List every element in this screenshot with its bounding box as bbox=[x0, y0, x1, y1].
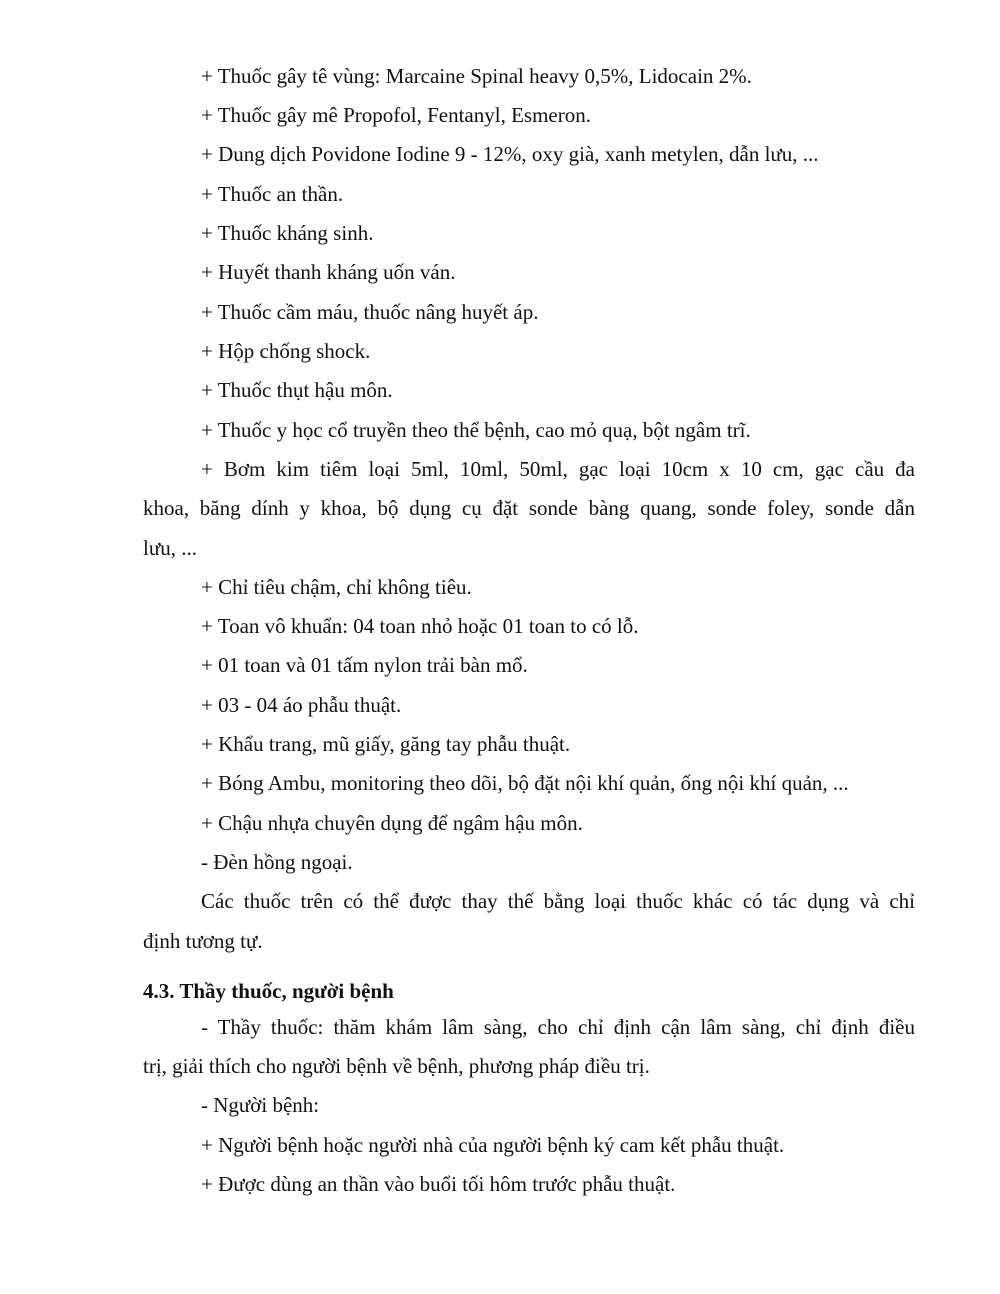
list-item-syringes-line-3: lưu, ... bbox=[143, 536, 197, 560]
paragraph-physician-line-2: trị, giải thích cho người bệnh về bệnh, phương pháp điều trị. bbox=[143, 1054, 650, 1078]
list-item-traditional-medicine: + Thuốc y học cổ truyền theo thể bệnh, cao mỏ quạ, bột ngâm trĩ. bbox=[201, 418, 751, 442]
list-item-general-anesthetic: + Thuốc gây mê Propofol, Fentanyl, Esmeron. bbox=[201, 103, 591, 127]
list-item-antibiotic: + Thuốc kháng sinh. bbox=[201, 221, 374, 245]
list-item-syringes-line-1: + Bơm kim tiêm loại 5ml, 10ml, 50ml, gạc loại 10cm x 10 cm, gạc cầu đa bbox=[201, 457, 915, 481]
list-item-masks-gloves: + Khẩu trang, mũ giấy, găng tay phẫu thuật. bbox=[201, 732, 571, 756]
list-item-ambu-monitoring: + Bóng Ambu, monitoring theo dõi, bộ đặt nội khí quản, ống nội khí quản, ... bbox=[201, 771, 849, 795]
list-item-shock-kit: + Hộp chống shock. bbox=[201, 339, 371, 363]
list-item-sutures: + Chỉ tiêu chậm, chỉ không tiêu. bbox=[201, 575, 472, 599]
paragraph-substitution-line-2: định tương tự. bbox=[143, 929, 263, 953]
list-item-sedative: + Thuốc an thần. bbox=[201, 182, 344, 206]
list-item-syringes-line-2: khoa, băng dính y khoa, bộ dụng cụ đặt sonde bàng quang, sonde foley, sonde dẫn bbox=[143, 496, 915, 520]
list-item-enema: + Thuốc thụt hậu môn. bbox=[201, 378, 393, 402]
list-item-povidone-solution: + Dung dịch Povidone Iodine 9 - 12%, oxy già, xanh metylen, dẫn lưu, ... bbox=[201, 142, 819, 166]
list-item-infrared-lamp: - Đèn hồng ngoại. bbox=[201, 850, 353, 874]
list-item-hemostatic: + Thuốc cầm máu, thuốc nâng huyết áp. bbox=[201, 300, 539, 324]
paragraph-physician-line-1: - Thầy thuốc: thăm khám lâm sàng, cho chỉ định cận lâm sàng, chỉ định điều bbox=[201, 1015, 915, 1039]
paragraph-substitution-line-1: Các thuốc trên có thể được thay thế bằng loại thuốc khác có tác dụng và chỉ bbox=[201, 889, 915, 913]
list-item-table-cover: + 01 toan và 01 tấm nylon trải bàn mổ. bbox=[201, 653, 528, 677]
list-item-soaking-basin: + Chậu nhựa chuyên dụng để ngâm hậu môn. bbox=[201, 811, 583, 835]
list-item-consent: + Người bệnh hoặc người nhà của người bệnh ký cam kết phẫu thuật. bbox=[201, 1133, 785, 1157]
list-item-surgical-gowns: + 03 - 04 áo phẫu thuật. bbox=[201, 693, 402, 717]
section-heading: 4.3. Thầy thuốc, người bệnh bbox=[143, 979, 394, 1003]
list-item-sedation-night: + Được dùng an thần vào buổi tối hôm trước phẫu thuật. bbox=[201, 1172, 676, 1196]
list-item-sterile-drapes: + Toan vô khuẩn: 04 toan nhỏ hoặc 01 toan to có lỗ. bbox=[201, 614, 639, 638]
list-item-tetanus-serum: + Huyết thanh kháng uốn ván. bbox=[201, 260, 456, 284]
list-item-local-anesthetic: + Thuốc gây tê vùng: Marcaine Spinal heavy 0,5%, Lidocain 2%. bbox=[201, 64, 752, 88]
paragraph-patient-label: - Người bệnh: bbox=[201, 1093, 320, 1117]
